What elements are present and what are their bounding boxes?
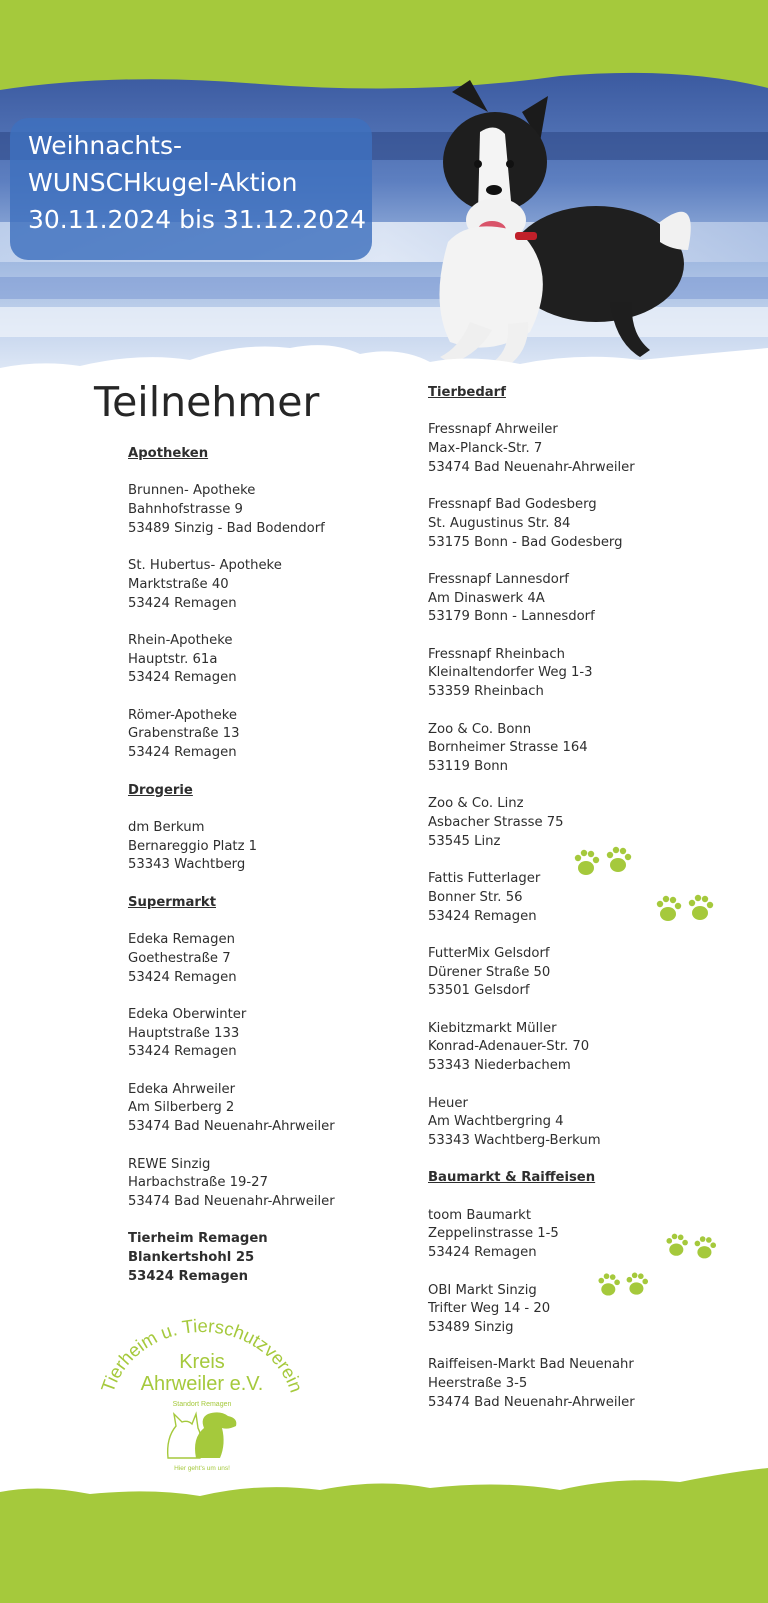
banner-title-line-2: WUNSCHkugel-Aktion xyxy=(28,168,298,197)
logo-name-line-2: Ahrweiler e.V. xyxy=(140,1373,264,1395)
list-item xyxy=(128,1156,428,1212)
list-item xyxy=(128,707,428,763)
entry-street: Harbachstraße 19-27 xyxy=(128,1175,268,1191)
entry-name: Rhein-Apotheke xyxy=(128,632,233,648)
banner-date-range: 30.11.2024 bis 31.12.2024 xyxy=(28,205,367,234)
list-item xyxy=(428,795,758,851)
entry-name: Kiebitzmarkt Müller xyxy=(428,1020,557,1036)
entry-name: OBI Markt Sinzig xyxy=(428,1282,537,1298)
entry-city: 53119 Bonn xyxy=(428,758,508,774)
entry-name: Raiffeisen-Markt Bad Neuenahr xyxy=(428,1357,634,1373)
list-item xyxy=(428,1095,758,1151)
entry-city: 53489 Sinzig xyxy=(428,1319,514,1335)
list-item xyxy=(428,646,758,702)
entry-name: Fressnapf Ahrweiler xyxy=(428,422,558,438)
list-item xyxy=(428,1020,758,1076)
entry-street: Hauptstr. 61a xyxy=(128,651,218,667)
entry-name: Edeka Remagen xyxy=(128,932,235,948)
list-item xyxy=(128,1081,428,1137)
section-heading: Apotheken xyxy=(128,446,209,461)
entry-street: Asbacher Strasse 75 xyxy=(428,815,564,831)
entry-name: FutterMix Gelsdorf xyxy=(428,945,550,961)
list-item xyxy=(128,931,428,987)
entry-name: Fressnapf Bad Godesberg xyxy=(428,497,597,513)
logo-slogan: Hier geht's um uns! xyxy=(174,1465,230,1472)
section-heading: Tierbedarf xyxy=(428,385,506,400)
list-item xyxy=(428,421,758,477)
entry-city: 53489 Sinzig - Bad Bodendorf xyxy=(128,520,325,536)
section-heading: Drogerie xyxy=(128,782,193,798)
entry-city: 53175 Bonn - Bad Godesberg xyxy=(428,534,623,550)
entry-street: Kleinaltendorfer Weg 1-3 xyxy=(428,665,593,681)
list-item xyxy=(128,1006,428,1062)
list-item xyxy=(428,1356,758,1412)
tierheim-logo xyxy=(96,1318,308,1478)
entry-street: Hauptstraße 133 xyxy=(128,1025,240,1041)
section-heading: Baumarkt & Raiffeisen xyxy=(428,1170,596,1186)
bottom-green-band xyxy=(0,1460,768,1603)
paw-print-icon xyxy=(664,1232,722,1262)
paw-print-icon xyxy=(596,1270,654,1300)
entry-street: Am Dinaswerk 4A xyxy=(428,590,545,606)
entry-city: 53474 Bad Neuenahr-Ahrweiler xyxy=(128,1193,335,1209)
list-item xyxy=(128,557,428,613)
participants-heading: Teilnehmer xyxy=(94,378,320,426)
entry-city: 53424 Remagen xyxy=(428,1245,537,1261)
banner-title-box xyxy=(10,118,372,260)
entry-street: Bahnhofstrasse 9 xyxy=(128,502,243,518)
section-heading: Supermarkt xyxy=(128,894,216,910)
entry-city: 53424 Remagen xyxy=(128,1044,237,1060)
list-item xyxy=(128,819,428,875)
entry-name: Römer-Apotheke xyxy=(128,707,238,723)
entry-city: 53343 Wachtberg-Berkum xyxy=(428,1132,601,1148)
list-item xyxy=(428,1282,758,1338)
paw-print-icon xyxy=(572,846,638,880)
entry-city: 53424 Remagen xyxy=(428,908,537,924)
left-column xyxy=(128,445,428,1305)
entry-name: Heuer xyxy=(428,1095,468,1111)
entry-city: 53343 Niederbachem xyxy=(428,1058,571,1074)
entry-city: 53424 Remagen xyxy=(128,745,237,761)
list-item xyxy=(428,571,758,627)
entry-street: Konrad-Adenauer-Str. 70 xyxy=(428,1039,590,1055)
entry-street: Dürener Straße 50 xyxy=(428,964,551,980)
entry-name: Fressnapf Lannesdorf xyxy=(428,571,569,587)
logo-arc-text: Tierheim u. Tierschutzverein xyxy=(96,1318,308,1396)
list-item xyxy=(428,945,758,1001)
entry-name: dm Berkum xyxy=(128,819,205,835)
entry-name: Edeka Ahrweiler xyxy=(128,1081,236,1097)
banner-title-line-1: Weihnachts- xyxy=(28,131,183,160)
entry-street: Am Wachtbergring 4 xyxy=(428,1114,564,1130)
entry-city: 53474 Bad Neuenahr-Ahrweiler xyxy=(428,459,635,475)
entry-name: Zoo & Co. Linz xyxy=(428,796,524,812)
entry-name: REWE Sinzig xyxy=(128,1156,211,1172)
entry-name: Tierheim Remagen xyxy=(128,1231,268,1247)
logo-subtitle: Standort Remagen xyxy=(172,1401,232,1408)
paw-print-icon xyxy=(654,892,720,926)
entry-street: Max-Planck-Str. 7 xyxy=(428,441,543,457)
entry-street: Heerstraße 3-5 xyxy=(428,1376,528,1392)
entry-city: 53474 Bad Neuenahr-Ahrweiler xyxy=(428,1394,635,1410)
list-item xyxy=(128,1230,428,1286)
entry-name: St. Hubertus- Apotheke xyxy=(128,558,282,574)
entry-city: 53343 Wachtberg xyxy=(128,857,246,873)
entry-city: 53424 Remagen xyxy=(128,1268,248,1284)
entry-street: Bernareggio Platz 1 xyxy=(128,838,258,854)
entry-city: 53474 Bad Neuenahr-Ahrweiler xyxy=(128,1119,335,1135)
entry-street: St. Augustinus Str. 84 xyxy=(428,515,571,531)
entry-street: Am Silberberg 2 xyxy=(128,1100,235,1116)
entry-name: Zoo & Co. Bonn xyxy=(428,721,532,737)
entry-city: 53179 Bonn - Lannesdorf xyxy=(428,609,595,625)
entry-street: Zeppelinstrasse 1-5 xyxy=(428,1226,559,1242)
list-item xyxy=(428,721,758,777)
list-item xyxy=(428,496,758,552)
entry-name: toom Baumarkt xyxy=(428,1207,531,1223)
entry-city: 53424 Remagen xyxy=(128,670,237,686)
entry-city: 53545 Linz xyxy=(428,833,501,849)
entry-city: 53424 Remagen xyxy=(128,969,237,985)
entry-street: Trifter Weg 14 - 20 xyxy=(428,1301,551,1317)
entry-city: 53501 Gelsdorf xyxy=(428,983,530,999)
entry-street: Goethestraße 7 xyxy=(128,950,231,966)
entry-street: Marktstraße 40 xyxy=(128,576,229,592)
entry-street: Grabenstraße 13 xyxy=(128,726,240,742)
logo-name-line-1: Kreis xyxy=(179,1351,225,1373)
cat-dog-icon xyxy=(168,1412,237,1458)
entry-street: Bonner Str. 56 xyxy=(428,889,523,905)
entry-name: Edeka Oberwinter xyxy=(128,1006,247,1022)
list-item xyxy=(128,632,428,688)
list-item xyxy=(128,482,428,538)
entry-name: Fressnapf Rheinbach xyxy=(428,646,565,662)
entry-city: 53359 Rheinbach xyxy=(428,684,544,700)
entry-street: Bornheimer Strasse 164 xyxy=(428,740,588,756)
entry-name: Brunnen- Apotheke xyxy=(128,483,256,499)
entry-name: Fattis Futterlager xyxy=(428,871,541,887)
entry-street: Blankertshohl 25 xyxy=(128,1250,255,1266)
entry-city: 53424 Remagen xyxy=(128,595,237,611)
